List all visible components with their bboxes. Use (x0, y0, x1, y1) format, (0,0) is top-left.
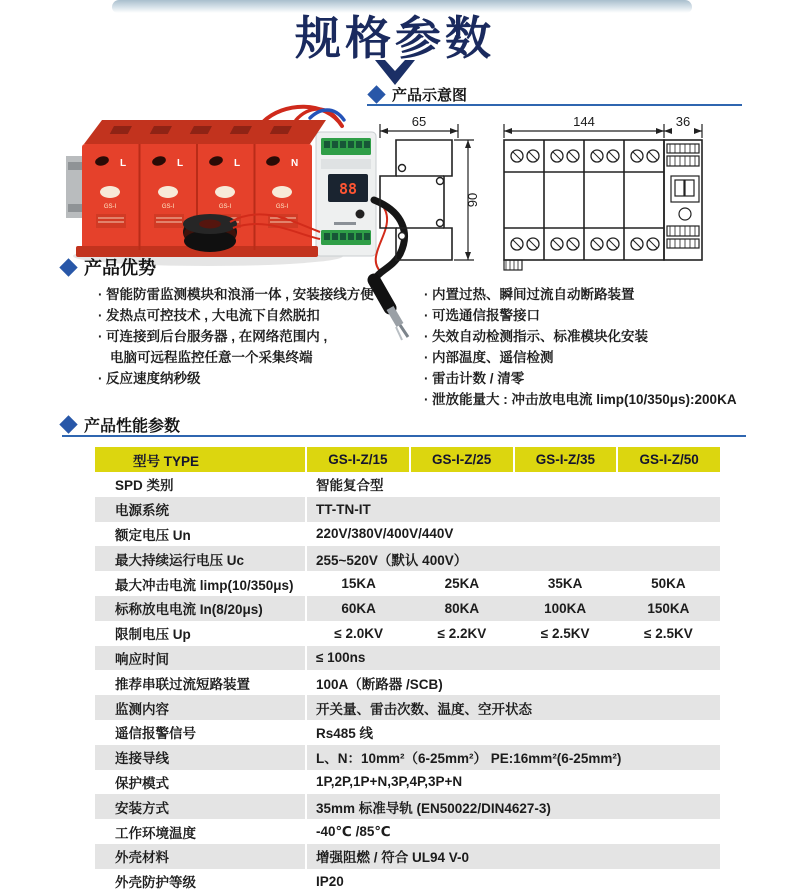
row-value: ≤ 2.5KV (540, 625, 590, 641)
row-value: ≤ 2.0KV (334, 625, 383, 641)
diamond-icon (367, 85, 385, 103)
table-row (95, 522, 720, 547)
list-item: · 内部温度、遥信检测 (424, 347, 784, 368)
row-value: 1P,2P,1P+N,3P,4P,3P+N (316, 774, 463, 790)
row-label: 外壳防护等级 (115, 875, 196, 891)
module-label: L (120, 158, 127, 169)
table-row (95, 819, 720, 844)
list-item: · 失效自动检测指示、标准模块化安装 (424, 326, 784, 347)
row-value: 255~520V（默认 400V） (316, 552, 468, 568)
row-label: 标称放电电流 In(8/20μs) (95, 596, 305, 621)
section-underline (62, 435, 746, 437)
svg-text:GS-I: GS-I (218, 204, 232, 210)
list-item: 电脑可远程监控任意一个采集终端 (110, 350, 313, 365)
table-row (95, 794, 720, 819)
row-value: 100KA (544, 600, 587, 616)
row-label: 最大持续运行电压 Uc (95, 546, 305, 571)
table-row (95, 497, 720, 522)
table-header-cell: GS-I-Z/35 (515, 447, 617, 472)
row-label: 响应时间 (95, 646, 305, 671)
dimension-drawing (368, 104, 763, 276)
module-label: N (291, 158, 299, 169)
table-row (95, 546, 720, 571)
dim-side-width: 65 (411, 114, 427, 129)
current-transformer-ring (183, 214, 237, 252)
row-label: 连接导线 (95, 745, 305, 770)
list-item: · 泄放能量大 : 冲击放电电流 limp(10/350μs):200KA (424, 389, 784, 410)
table-row (95, 720, 720, 745)
row-value: 50KA (651, 576, 686, 592)
row-value: 220V/380V/400V/440V (316, 526, 454, 542)
table-header-cell: GS-I-Z/50 (618, 447, 720, 472)
row-value: ≤ 2.5KV (644, 625, 693, 641)
row-label: 最大冲击电流 limp(10/350μs) (115, 577, 294, 593)
row-value: IP20 (316, 873, 344, 889)
list-item: · 反应速度纳秒级 (98, 368, 418, 389)
table-header-cell: GS-I-Z/15 (307, 447, 409, 472)
section-title: 产品优势 (84, 258, 156, 278)
list-item: · 智能防雷监测模块和浪涌一体 , 安装接线方便 (98, 284, 418, 305)
row-value: 15KA (341, 576, 376, 592)
row-value: 100A（断路器 /SCB) (316, 676, 443, 692)
row-value: -40℃ /85℃ (316, 823, 391, 839)
row-label: 外壳材料 (95, 844, 305, 869)
row-value: 150KA (647, 600, 690, 616)
device-display-digits: 88 (338, 180, 358, 198)
row-value: TT-TN-IT (316, 501, 371, 517)
row-label: SPD 类别 (115, 478, 174, 494)
table-header-cell: GS-I-Z/25 (411, 447, 513, 472)
table-row (95, 869, 720, 894)
table-row (95, 472, 720, 497)
advantages-list-right (424, 284, 784, 410)
section-header-diagram (370, 84, 467, 105)
chevron-down-icon (375, 60, 415, 86)
list-item: · 雷击计数 / 清零 (424, 368, 784, 389)
row-value: 增强阻燃 / 符合 UL94 V-0 (316, 850, 470, 866)
table-row (95, 571, 720, 596)
row-value: Rs485 线 (316, 726, 374, 742)
module-label: L (177, 158, 184, 169)
section-header-advantages (62, 254, 156, 280)
section-title: 产品示意图 (392, 87, 468, 104)
row-label: 电源系统 (95, 497, 305, 522)
row-label: 保护模式 (115, 775, 169, 791)
row-value: 智能复合型 (316, 478, 384, 494)
list-item: · 内置过热、瞬间过流自动断路装置 (424, 284, 784, 305)
table-row (95, 745, 720, 770)
diamond-icon (59, 258, 77, 276)
table-row (95, 844, 720, 869)
table-header-cell: 型号 TYPE (95, 447, 305, 472)
section-header-performance (62, 413, 180, 436)
module-label: L (234, 158, 241, 169)
row-value: 开关量、雷击次数、温度、空开状态 (316, 701, 532, 717)
row-value: 35mm 标准导轨 (EN50022/DIN4627-3) (316, 800, 551, 816)
row-value: 25KA (444, 576, 480, 592)
row-label: 安装方式 (95, 794, 305, 819)
spec-table (95, 447, 720, 894)
advantages-list-left (98, 284, 418, 389)
list-item: · 可连接到后台服务器 , 在网络范围内 , (98, 326, 418, 347)
dim-front-width: 144 (573, 114, 595, 129)
row-label: 工作环境温度 (115, 825, 196, 841)
row-value: 35KA (547, 576, 583, 592)
svg-text:GS-I: GS-I (103, 204, 117, 210)
dim-side-height: 90 (465, 192, 480, 208)
svg-text:GS-I: GS-I (161, 204, 175, 210)
table-row (95, 646, 720, 671)
table-row (95, 621, 720, 646)
page-title: 规格参数 (295, 12, 495, 64)
section-title: 产品性能参数 (84, 418, 181, 435)
row-value: 60KA (341, 600, 376, 616)
table-header-row (95, 447, 720, 472)
row-value: 80KA (444, 600, 480, 616)
row-value: ≤ 100ns (316, 650, 366, 666)
table-row (95, 596, 720, 621)
row-label: 监测内容 (95, 695, 305, 720)
row-value: L、N：10mm²（6-25mm²） PE:16mm²(6-25mm²) (316, 751, 622, 767)
dim-front-side-width: 36 (675, 114, 691, 129)
row-value: ≤ 2.2KV (437, 625, 487, 641)
row-label: 限制电压 Up (115, 627, 191, 643)
list-item: · 可选通信报警接口 (424, 305, 784, 326)
table-row (95, 770, 720, 795)
table-row (95, 695, 720, 720)
row-label: 推荐串联过流短路装置 (115, 676, 250, 692)
table-row (95, 670, 720, 695)
diamond-icon (59, 415, 77, 433)
list-item: · 发热点可控技术 , 大电流下自然脱扣 (98, 305, 418, 326)
row-label: 额定电压 Un (115, 527, 191, 543)
row-label: 遥信报警信号 (115, 726, 196, 742)
svg-text:GS-I: GS-I (275, 204, 289, 210)
